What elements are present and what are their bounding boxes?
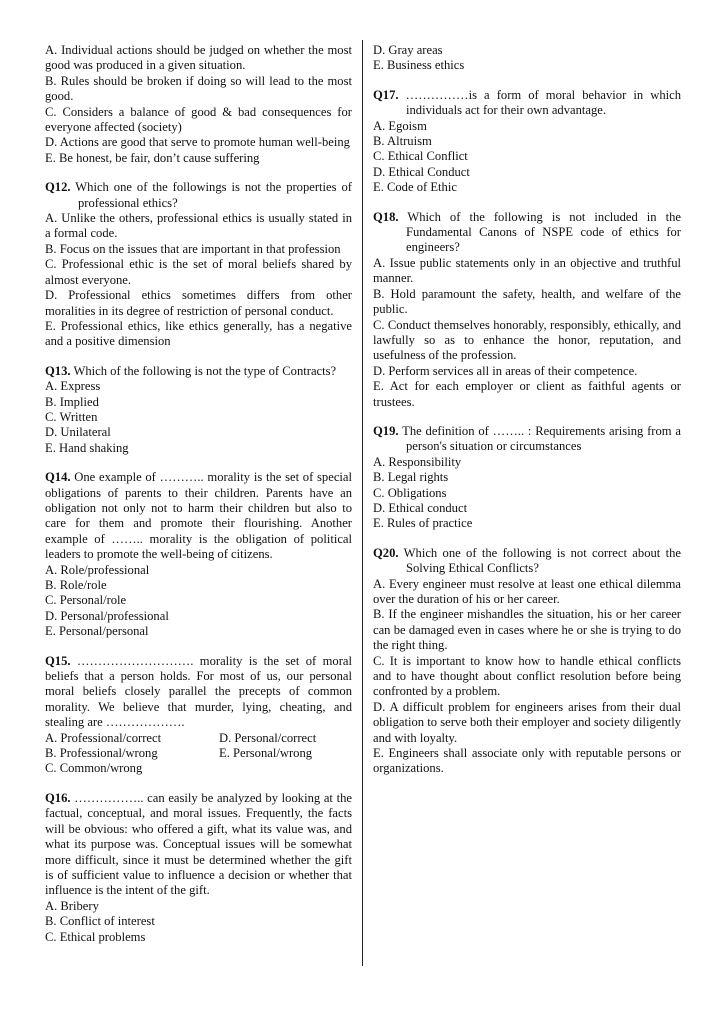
question-number: Q17. [373,87,399,102]
question-text: ………………………. morality is the set of moral beliefs that a person holds. For most of us, our personal moral beliefs closely parallel the precepts of common morality. We believe that murder, lying, cheating, and stealing are ………………. [45,653,352,730]
option: E. Rules of practice [373,516,473,531]
option: C. Considers a balance of good & bad consequences for everyone affected (society) [45,104,352,135]
question-number: Q15. [45,653,71,668]
question-number: Q14. [45,470,71,485]
option: B. Legal rights [373,470,449,485]
right-column [373,43,681,777]
question-12 [45,180,352,349]
question-number: Q16. [45,790,71,805]
question-text: Which of the following is not included in the Fundamental Canons of NSPE code of ethics for engineers? [398,209,681,255]
option: B. Conflict of interest [45,914,155,929]
option: C. Ethical Conflict [373,149,468,164]
option: A. Every engineer must resolve at least one ethical dilemma over the duration of his or her career. [373,576,681,606]
question-15 [45,654,352,777]
option: B. Professional/wrong [45,746,158,761]
question-text: The definition of …….. : Requirements arising from a person's situation or circumstances [398,423,681,454]
option: E. Business ethics [373,58,465,73]
option: E. Be honest, be fair, don’t cause suffering [45,150,260,165]
question-text: Which one of the followings is not the properties of professional ethics? [70,180,352,210]
option: D. Actions are good that serve to promote human well-being [45,135,350,150]
option: D. Perform services all in areas of their competence. [373,363,638,378]
option: E. Professional ethics, like ethics generally, has a negative and a positive dimension [45,318,352,349]
question-number: Q13. [45,363,71,378]
question-number: Q19. [373,423,399,438]
option: E. Hand shaking [45,440,129,455]
option: D. Ethical conduct [373,500,468,515]
option: B. Hold paramount the safety, health, and welfare of the public. [373,286,681,317]
option: E. Engineers shall associate only with reputable persons or organizations. [373,746,681,776]
question-16 [45,791,352,945]
question-14 [45,470,352,639]
question-16-tail [373,43,681,74]
option: D. A difficult problem for engineers arises from their dual obligation to serve both their employer and society diligently and with loyalty. [373,699,681,745]
column-divider [362,40,363,966]
question-11-tail [45,43,352,166]
option: C. Obligations [373,485,447,500]
option: D. Gray areas [373,43,443,57]
option: B. Rules should be broken if doing so will lead to the most good. [45,73,352,104]
question-stem [45,470,352,562]
option: D. Professional ethics sometimes differs from other moralities in its degree of restriction of personal conduct. [45,288,352,318]
question-18 [373,210,681,410]
left-column [45,43,352,945]
option: A. Express [45,379,101,394]
question-stem [45,364,352,379]
question-text: …………….. can easily be analyzed by looking at the factual, conceptual, and moral issues. Frequently, the facts will be obvious: who offered a gift, what its value was, and what its purpose was. Conceptual issues will be somewhat more difficult, since it must be determined whether the gift is of sufficient value to influence a decision or whether that influence is the intent of the gift. [45,790,352,898]
question-stem [373,546,681,577]
question-stem [45,654,352,731]
question-19 [373,424,681,532]
question-text: ……………is a form of moral behavior in which individuals act for their own advantage. [398,87,681,118]
option: E. Personal/personal [45,624,149,639]
option: B. If the engineer mishandles the situation, his or her career can be damaged even in cases where he or she is trying to do the right thing. [373,607,681,653]
option: E. Code of Ethic [373,180,457,195]
question-stem [373,424,681,455]
question-text: Which of the following is not the type of Contracts? [70,363,337,378]
option: C. Conduct themselves honorably, responsibly, ethically, and lawfully so as to enhance the honor, reputation, and usefulness of the profession. [373,317,681,363]
question-stem [373,88,681,119]
option: B. Implied [45,394,99,409]
option: A. Individual actions should be judged on whether the most good was produced in a given situation. [45,43,352,73]
option: B. Altruism [373,134,432,149]
question-number: Q20. [373,545,399,560]
option: D. Personal/correct [219,730,317,745]
option: C. Professional ethic is the set of moral beliefs shared by almost everyone. [45,257,352,287]
question-stem [45,180,352,211]
option: C. Ethical problems [45,929,146,944]
option-row [45,731,352,746]
option: D. Unilateral [45,425,111,440]
option: A. Professional/correct [45,730,162,745]
option: C. Written [45,409,98,424]
option: A. Egoism [373,118,427,133]
option: E. Personal/wrong [219,746,313,761]
question-stem [373,210,681,256]
option: E. Act for each employer or client as faithful agents or trustees. [373,379,681,409]
question-text: One example of ……….. morality is the set of special obligations of parents to their children. Parents have an obligation not only not to harm their children but also to care for them and promote their flourishing. Another example of …….. morality is the obligation of political leaders to promote the well-being of citizens. [45,470,352,562]
option-row [45,746,352,761]
option: A. Responsibility [373,454,462,469]
question-17 [373,88,681,196]
option: D. Personal/professional [45,608,169,623]
question-text: Which one of the following is not correct about the Solving Ethical Conflicts? [398,545,681,576]
question-20 [373,546,681,777]
question-number: Q18. [373,209,399,224]
option: A. Issue public statements only in an objective and truthful manner. [373,255,681,286]
option: A. Role/professional [45,562,150,577]
question-13 [45,364,352,456]
option: C. It is important to know how to handle ethical conflicts and to have thought about conflict resolution before being confronted by a problem. [373,653,681,699]
option: A. Bribery [45,898,99,913]
option: C. Personal/role [45,593,127,608]
question-number: Q12. [45,180,71,195]
option: B. Role/role [45,578,107,592]
option: B. Focus on the issues that are important in that profession [45,241,341,256]
question-stem [45,791,352,899]
option: D. Ethical Conduct [373,164,470,179]
option: C. Common/wrong [45,761,143,776]
option: A. Unlike the others, professional ethics is usually stated in a formal code. [45,211,352,241]
